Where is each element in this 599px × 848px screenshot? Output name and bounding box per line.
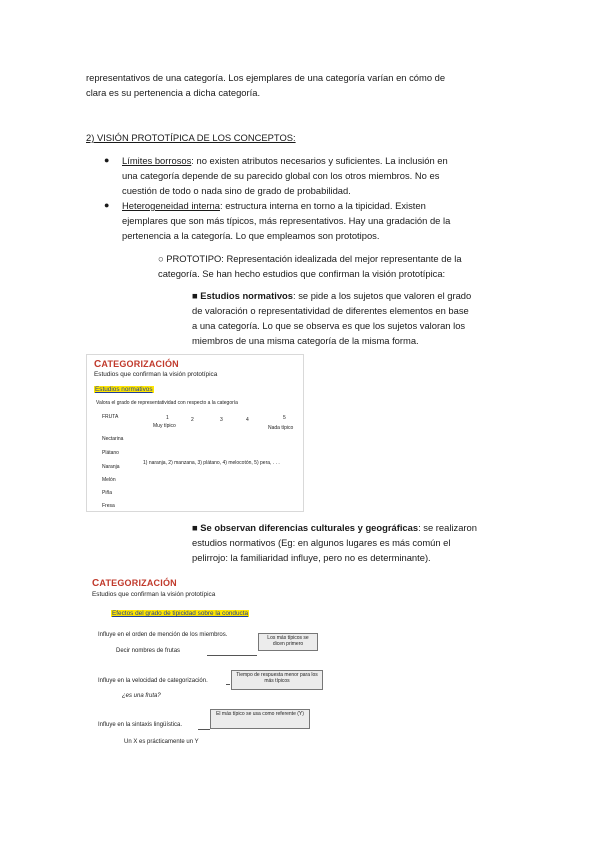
scale-high-label: Nada típico xyxy=(268,425,294,431)
slide-highlight: Estudios normativos xyxy=(95,386,153,393)
bullet-icon: ● xyxy=(104,155,110,165)
effect-example-order: Decir nombres de frutas xyxy=(116,648,181,654)
scale-2: 2 xyxy=(191,417,194,423)
scale-5: 5 xyxy=(283,415,286,421)
scale-low-label: Muy típico xyxy=(153,423,176,429)
connector-line xyxy=(198,729,210,730)
bullet-icon: ● xyxy=(104,200,110,210)
effect-box-syntax: El más típico se usa como referente (Y) xyxy=(210,709,310,729)
list-item: ● Límites borrosos: no existen atributos necesarios y suficientes. La inclusión en una categoría depende de su parecido global con los otros miembros. No es cuestión de todo o nada sino de grado de probabilidad. xyxy=(104,155,448,196)
intro-line-1: representativos de una categoría. Los ejemplares de una categoría varían en cómo de xyxy=(86,72,446,83)
slide-subtitle: Estudios que confirman la visión prototípica xyxy=(94,371,218,378)
bullet-list xyxy=(104,153,504,243)
effect-box-order: Los más típicos se dicen primero xyxy=(258,633,318,651)
fruit-row: Plátano xyxy=(102,450,119,456)
effect-label-syntax: Influye en la sintaxis lingüística. xyxy=(98,722,183,728)
effect-box-speed: Tiempo de respuesta menor para los más típicos xyxy=(231,670,323,690)
slide-title: CATEGORIZACIÓN xyxy=(94,359,179,370)
fruit-row: Piña xyxy=(102,490,113,496)
slide-estudios-normativos xyxy=(86,354,304,512)
fruit-row: Melón xyxy=(102,477,116,483)
slide-subtitle: Estudios que confirman la visión prototípica xyxy=(92,591,216,598)
section-heading: 2) VISIÓN PROTOTÍPICA DE LOS CONCEPTOS: xyxy=(86,132,296,143)
estudios-normativos-item: ■ Estudios normativos: se pide a los sujetos que valoren el grado de valoración o representatividad de diferentes elementos en base a una categoría. Lo que se observa es que los sujetos valoran los miembros de una misma categoría de la misma forma. xyxy=(192,290,472,346)
slide-highlight: Efectos del grado de tipicidad sobre la conducta xyxy=(112,610,249,617)
scale-3: 3 xyxy=(220,417,223,423)
bullet-term: Límites borrosos xyxy=(122,155,192,166)
slide-title: CATEGORIZACIÓN xyxy=(92,578,177,589)
slide-efectos-tipicidad xyxy=(86,576,336,756)
diferencias-culturales-item: ■ Se observan diferencias culturales y geográficas: se realizaron estudios normativos (Eg: en algunos lugares es más común el pelirrojo: la familiaridad influye, pero no es determinante). xyxy=(192,522,477,563)
effect-label-speed: Influye en la velocidad de categorización. xyxy=(98,678,208,684)
ranking-text: 1) naranja, 2) manzana, 3) plátano, 4) melocotón, 5) pera, . . . xyxy=(143,460,280,466)
bullet-term: Heterogeneidad interna xyxy=(122,200,220,211)
intro-line-2: clara es su pertenencia a dicha categoría. xyxy=(86,87,261,98)
prototipo-item: ○ PROTOTIPO: Representación idealizada del mejor representante de la categoría. Se han hecho estudios que confirman la visión prototípica: xyxy=(158,253,462,279)
fruit-row: Nectarina xyxy=(102,436,124,442)
effect-label-order: Influye en el orden de mención de los miembros. xyxy=(98,632,228,638)
connector-line xyxy=(226,684,230,685)
intro-paragraph xyxy=(86,70,516,100)
connector-line xyxy=(207,655,257,656)
fruit-row: Fresa xyxy=(102,503,115,509)
slide-instruction: Valora el grado de representatividad con respecto a la categoría xyxy=(96,400,238,406)
effect-example-syntax: Un X es prácticamente un Y xyxy=(124,739,199,745)
col-header: FRUTA xyxy=(102,414,119,420)
scale-1: 1 xyxy=(166,415,169,421)
scale-4: 4 xyxy=(246,417,249,423)
fruit-row: Naranja xyxy=(102,464,120,470)
effect-example-speed: ¿es una fruta? xyxy=(122,693,161,699)
list-item: ● Heterogeneidad interna: estructura interna en torno a la tipicidad. Existen ejemplares que son más típicos, más representativos. Hay una gradación de la pertenencia a la categoría. Lo que empleamos son prototipos. xyxy=(104,200,451,241)
